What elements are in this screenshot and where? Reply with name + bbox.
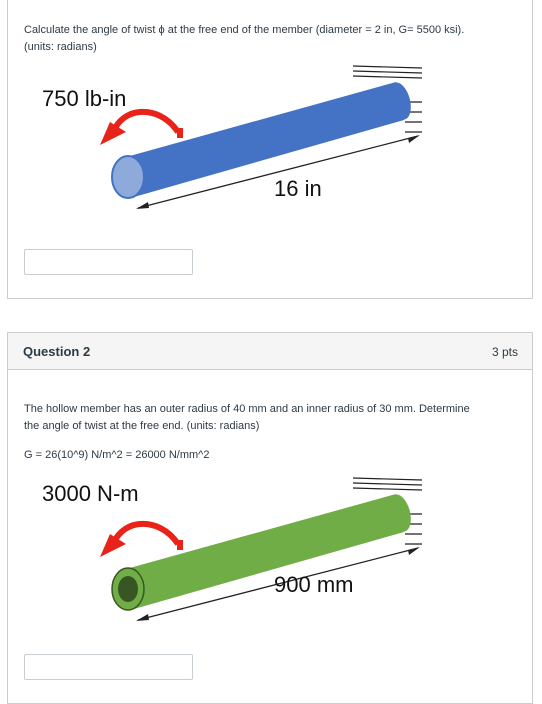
question-2-card [7,332,533,704]
question-1-text-line1: Calculate the angle of twist ϕ at the free end of the member (diameter = 2 in, G= 5500 ksi). [24,24,465,36]
question-2-text [24,401,470,435]
question-2-modulus: G = 26(10^9) N/m^2 = 26000 N/mm^2 [24,449,210,461]
question-1-card [7,0,533,299]
question-2-title: Question 2 [23,344,91,359]
dimension-arrow-right [408,547,420,555]
torque-label: 3000 N-m [42,481,139,506]
question-2-header [8,333,532,370]
question-1-diagram [8,62,532,222]
torque-arrowhead [100,122,126,145]
shaft-free-end-hole [118,576,138,602]
shaft-body [126,494,404,609]
torque-arrowhead [100,534,126,557]
length-label: 16 in [274,176,322,201]
question-2-diagram [8,472,532,632]
length-label: 900 mm [274,572,354,597]
dimension-arrow-right [408,135,420,143]
shaft-body [126,82,404,197]
question-1-text-line2: (units: radians) [24,41,97,53]
question-1-text [24,22,464,56]
question-2-answer-input[interactable] [24,654,193,680]
shaft-free-end-cap [112,156,144,198]
dimension-arrow-left [136,202,149,209]
question-2-text-line1: The hollow member has an outer radius of 40 mm and an inner radius of 30 mm. Determine [24,403,470,415]
torque-label: 750 lb-in [42,86,127,111]
dimension-arrow-left [136,614,149,621]
question-2-text-line2: the angle of twist at the free end. (units: radians) [24,420,260,432]
question-2-points: 3 pts [491,345,518,359]
question-1-answer-input[interactable] [24,249,193,275]
